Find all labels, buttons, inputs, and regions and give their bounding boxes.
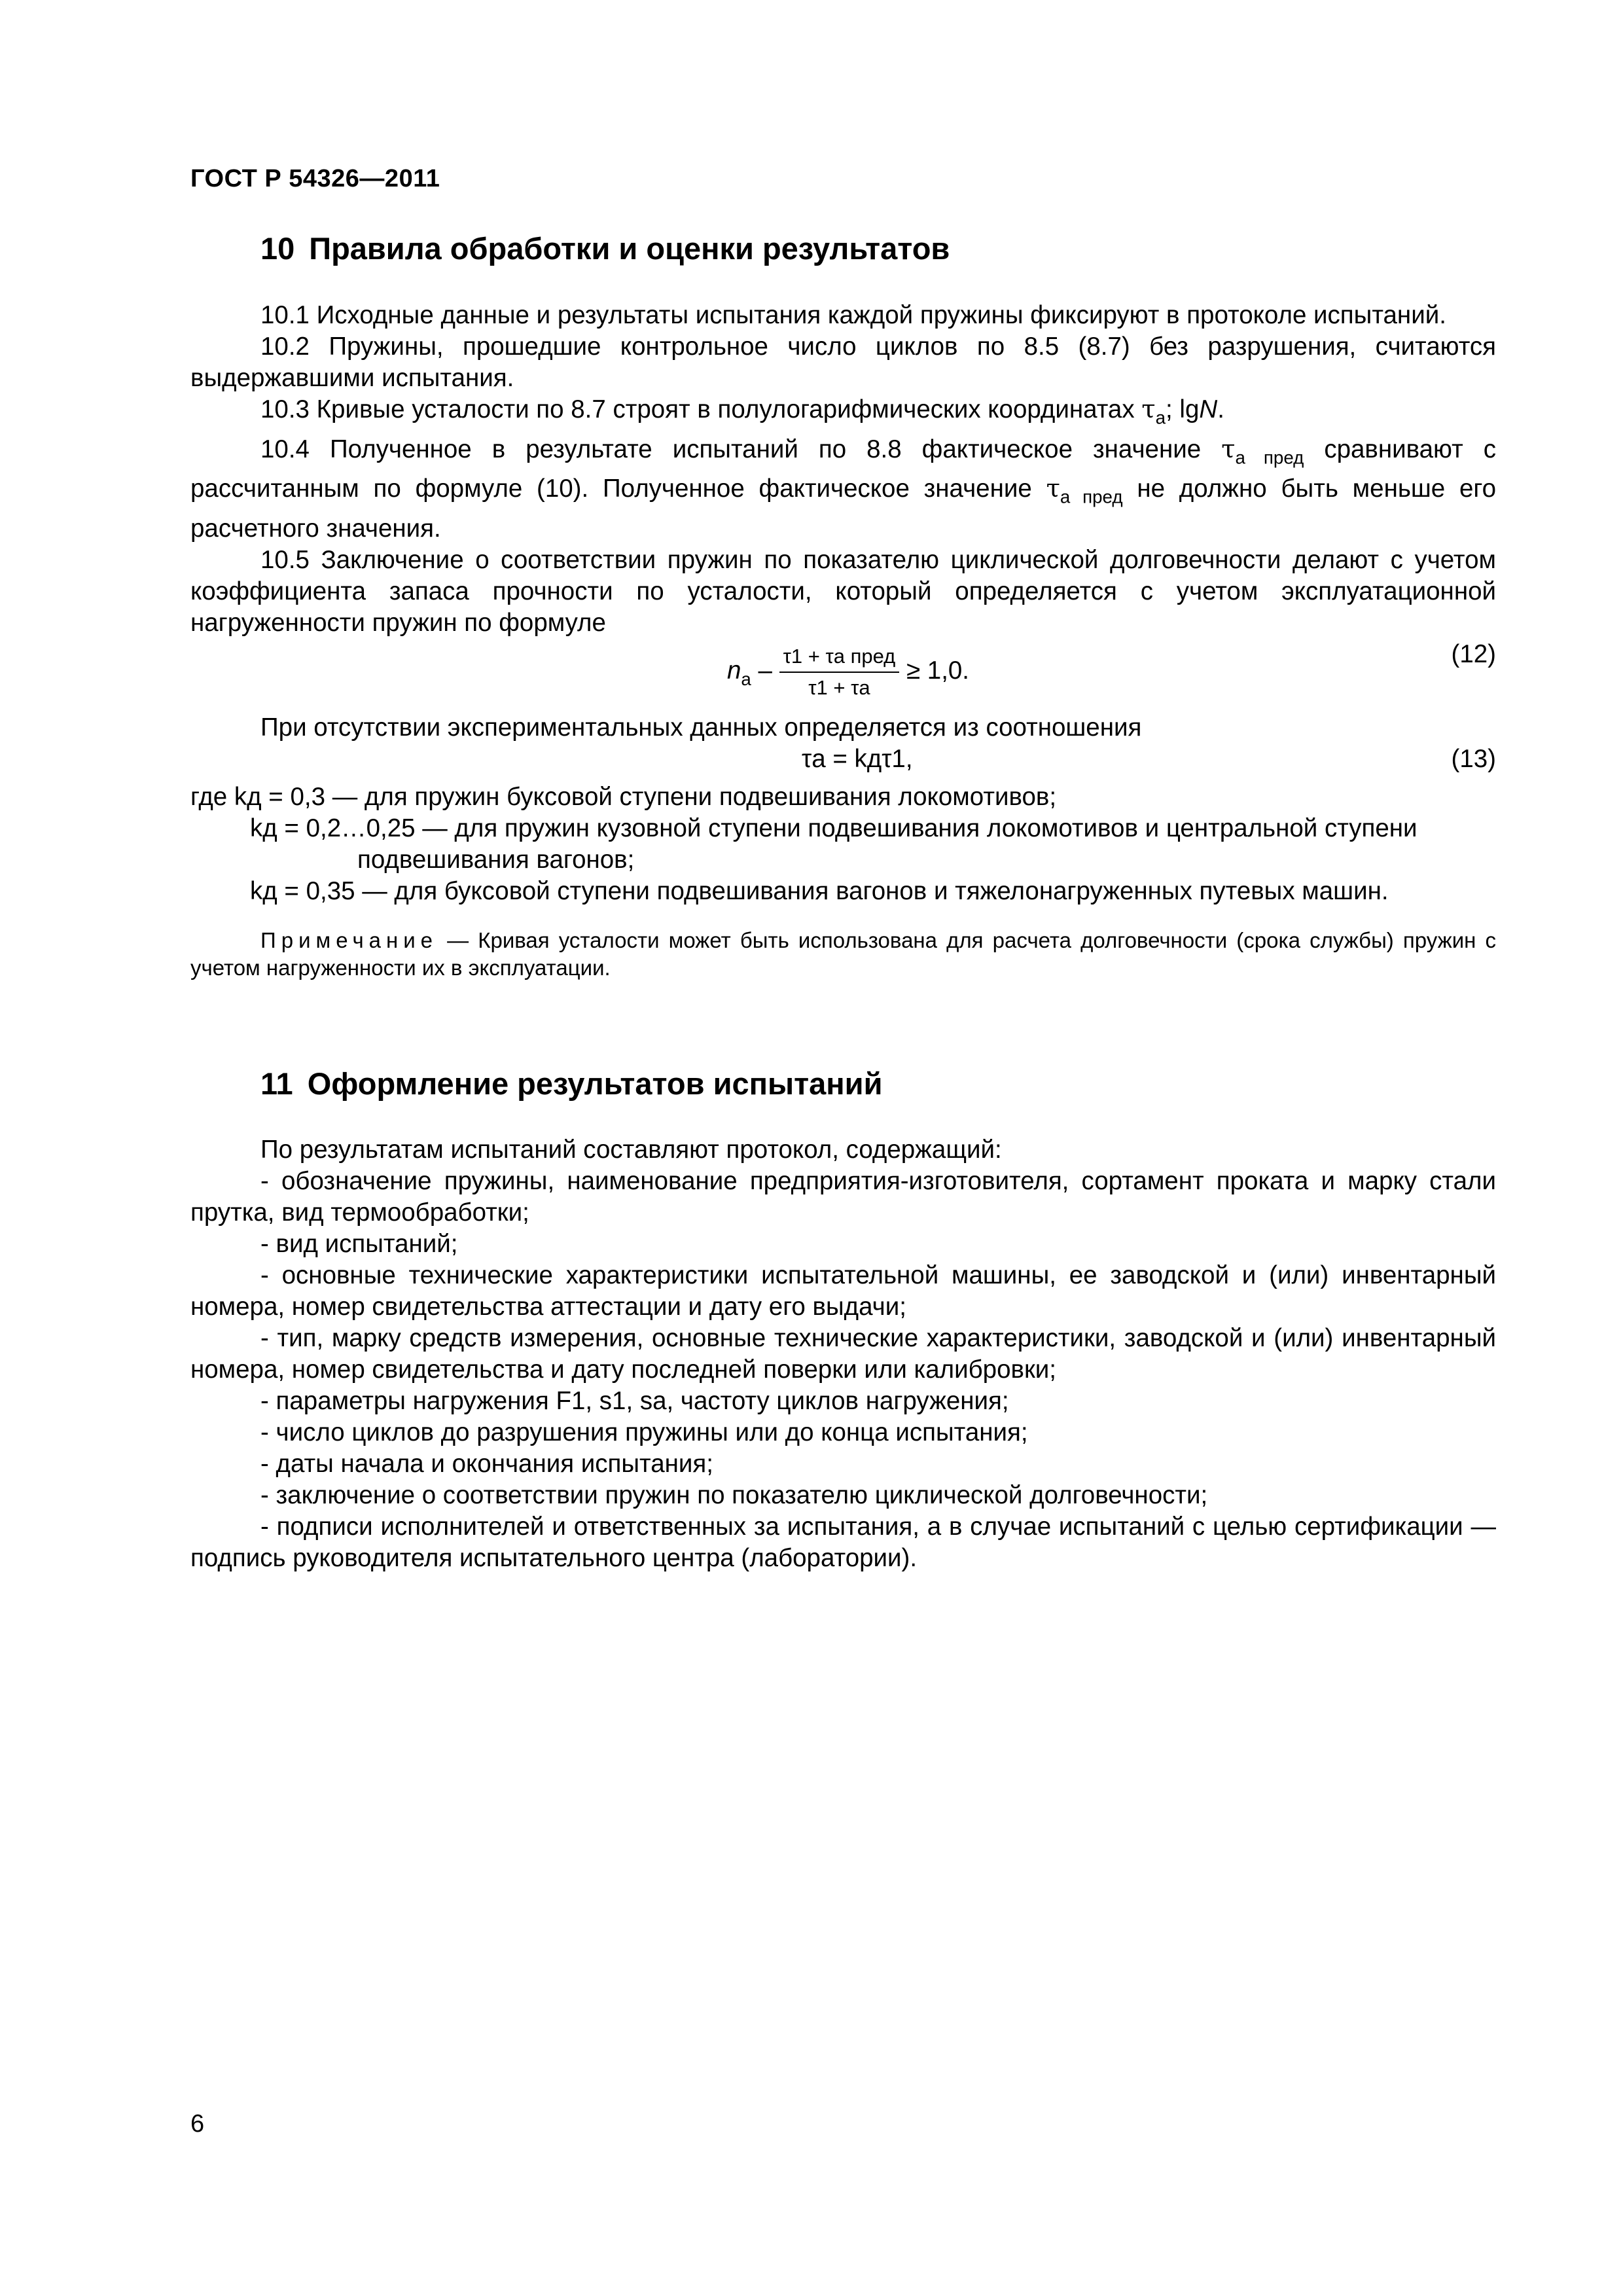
list-item: - даты начала и окончания испытания; (260, 1450, 713, 1478)
paragraph-10-4: 10.4 Полученное в результате испытаний по 8.8 фактическое значение $\tau_{а пред}$ сравнивают с рассчитанным по формуле (10). Полученное фактическое значение $\tau_{а пред}$ не должно быть меньше его расчетного значения. (190, 434, 1496, 543)
paragraph-10-3: 10.3 Кривые усталости по 8.7 строят в полулогарифмических координатах $\tau_a$; lgN. (260, 395, 1224, 428)
where-kd-1: где kд = 0,3 — для пружин буксовой ступени подвешивания локомотивов; (190, 783, 1057, 812)
paragraph-10-5: 10.5 Заключение о соответствии пружин по показателю циклической долговечности делают с учетом коэффициента запаса прочности по усталости, который определяется с учетом эксплуатационной нагруженности пружин по формуле (190, 546, 1496, 637)
list-item: - тип, марку средств измерения, основные технические характеристики, заводской и (или) инвентарный номера, номер свидетельства и дату последней поверки или калибровки; (190, 1324, 1496, 1384)
list-item: - число циклов до разрушения пружины или до конца испытания; (260, 1418, 1028, 1446)
list-item: - подписи исполнителей и ответственных за испытания, а в случае испытаний с целью сертификации — подпись руководителя испытательного центра (лаборатории). (190, 1513, 1496, 1572)
section-11-heading (260, 1066, 882, 1102)
paragraph-absent-data: При отсутствии экспериментальных данных определяется из соотношения (260, 713, 1142, 742)
section-11-title: Оформление результатов испытаний (307, 1066, 883, 1101)
note (190, 927, 1496, 982)
list-item: - заключение о соответствии пружин по показателю циклической долговечности; (260, 1481, 1208, 1509)
page-number: 6 (190, 2110, 205, 2138)
where-kd-3: kд = 0,35 — для буксовой ступени подвешивания вагонов и тяжелонагруженных путевых машин. (250, 877, 1389, 906)
paragraph-10-2: 10.2 Пружины, прошедшие контрольное число циклов по 8.5 (8.7) без разрушения, считаются выдержавшими испытания. (190, 332, 1496, 392)
section-11-body (190, 1134, 1496, 1574)
equation-13: τa = kдτ1, (13) (190, 744, 1496, 781)
section-10-heading (260, 230, 950, 266)
list-item: - основные технические характеристики испытательной машины, ее заводской и (или) инвентарный номера, номер свидетельства аттестации и дату его выдачи; (190, 1261, 1496, 1321)
where-kd-2: kд = 0,2…0,25 — для пружин кузовной ступени подвешивания локомотивов и центральной ступени подвешивания вагонов; (250, 814, 1418, 874)
list-item: - параметры нагружения F1, s1, sa, частоту циклов нагружения; (260, 1387, 1009, 1415)
equation-12-number: (12) (1451, 640, 1496, 669)
note-label: Примечание (260, 928, 438, 953)
equation-12: $n_a$ – $\frac{\text{τ1 + τa пред}}{\tau 1 + \tau a}$ ≥ 1,0. (12) (727, 640, 1496, 700)
list-item: - обозначение пружины, наименование предприятия-изготовителя, сортамент проката и марку стали прутка, вид термообработки; (190, 1167, 1496, 1227)
equation-13-number: (13) (1451, 745, 1496, 774)
section-11-intro: По результатам испытаний составляют протокол, содержащий: (260, 1136, 1002, 1164)
section-11-number: 11 (260, 1066, 293, 1101)
equation-12-fraction: $\frac{\text{τ1 + τa пред}}{\tau 1 + \tau a}$ (779, 644, 900, 700)
section-10-title: Правила обработки и оценки результатов (309, 231, 950, 266)
section-10-number: 10 (260, 231, 295, 266)
document-header: ГОСТ Р 54326—2011 (190, 165, 440, 192)
list-item: - вид испытаний; (260, 1230, 458, 1258)
paragraph-10-1: 10.1 Исходные данные и результаты испытания каждой пружины фиксируют в протоколе испытаний. (260, 301, 1446, 329)
note-text: — Кривая усталости может быть использована для расчета долговечности (срока службы) пружин с учетом нагруженности их в эксплуатации. (190, 928, 1496, 980)
section-10-body (190, 300, 1496, 982)
